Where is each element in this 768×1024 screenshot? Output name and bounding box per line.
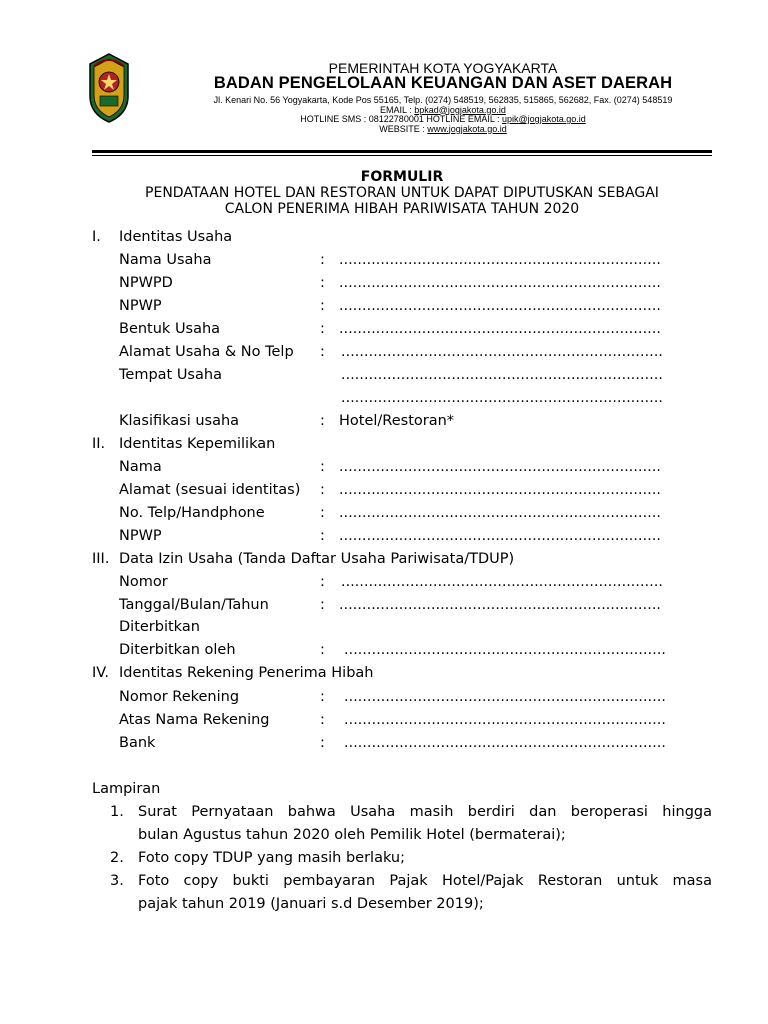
fill-line-diterbitkan-oleh[interactable]: ......................................................................: [344, 642, 667, 658]
header-address: Jl. Kenari No. 56 Yogyakarta, Kode Pos 55165, Telp. (0274) 548519, 562835, 515865, 562682, Fax. (0274) 548519: [213, 95, 673, 105]
form-subtitle-1: PENDATAAN HOTEL DAN RESTORAN UNTUK DAPAT DIPUTUSKAN SEBAGAI: [145, 185, 659, 201]
colon: :: [320, 597, 325, 613]
section-1-number: I.: [92, 229, 101, 245]
email-link[interactable]: bpkad@jogjakota.go.id: [414, 104, 506, 115]
label-nama: Nama: [119, 459, 162, 475]
section-4-number: IV.: [92, 665, 109, 681]
colon: :: [320, 689, 325, 705]
section-2-title: Identitas Kepemilikan: [119, 436, 276, 452]
label-atas-nama: Atas Nama Rekening: [119, 712, 270, 728]
colon: :: [320, 413, 325, 429]
fill-line-npwpd[interactable]: ......................................................................: [339, 275, 662, 291]
header-divider-thin: [92, 155, 712, 156]
colon: :: [320, 574, 325, 590]
fill-line-alamat-identitas[interactable]: ......................................................................: [339, 482, 662, 498]
klasifikasi-value: Hotel/Restoran*: [339, 413, 455, 429]
hotline-email-link[interactable]: upik@jogjakota.go.id: [502, 114, 586, 124]
lampiran-item-1-line-1: Surat Pernyataan bahwa Usaha masih berdiri dan beroperasi hingga: [138, 804, 712, 820]
fill-line-nama[interactable]: ......................................................................: [339, 459, 662, 475]
fill-line-tempat-usaha-2[interactable]: ......................................................................: [341, 390, 664, 406]
website-label: WEBSITE :: [379, 123, 428, 134]
fill-line-atas-nama[interactable]: ......................................................................: [344, 712, 667, 728]
colon: :: [320, 298, 325, 314]
fill-line-no-telp[interactable]: ......................................................................: [339, 505, 662, 521]
city-coat-of-arms-icon: [86, 52, 132, 124]
fill-line-nomor-rekening[interactable]: ......................................................................: [344, 689, 667, 705]
label-tanggal: Tanggal/Bulan/Tahun: [119, 597, 269, 613]
lampiran-item-3-line-2: pajak tahun 2019 (Januari s.d Desember 2019);: [138, 896, 484, 912]
lampiran-title: Lampiran: [92, 781, 161, 797]
colon: :: [320, 712, 325, 728]
fill-line-tanggal[interactable]: ......................................................................: [339, 597, 662, 613]
header-government: PEMERINTAH KOTA YOGYAKARTA: [328, 60, 558, 76]
colon: :: [320, 252, 325, 268]
label-npwp-owner: NPWP: [119, 528, 162, 544]
colon: :: [320, 528, 325, 544]
lampiran-item-3-line-1: Foto copy bukti pembayaran Pajak Hotel/Pajak Restoran untuk masa: [138, 873, 712, 889]
section-4-title: Identitas Rekening Penerima Hibah: [119, 665, 374, 681]
label-nomor: Nomor: [119, 574, 168, 590]
section-3-title: Data Izin Usaha (Tanda Daftar Usaha Pariwisata/TDUP): [119, 551, 515, 567]
label-bentuk-usaha: Bentuk Usaha: [119, 321, 221, 337]
lampiran-item-number: 3.: [110, 873, 124, 889]
colon: :: [320, 459, 325, 475]
colon: :: [320, 735, 325, 751]
colon: :: [320, 642, 325, 658]
section-3-number: III.: [92, 551, 110, 567]
email-label: EMAIL :: [380, 104, 415, 115]
fill-line-nomor[interactable]: ......................................................................: [341, 574, 664, 590]
header-agency: BADAN PENGELOLAAN KEUANGAN DAN ASET DAERAH: [213, 74, 673, 92]
colon: :: [320, 275, 325, 291]
colon: :: [320, 505, 325, 521]
lampiran-item-1-line-2: bulan Agustus tahun 2020 oleh Pemilik Hotel (bermaterai);: [138, 827, 566, 843]
fill-line-npwp[interactable]: ......................................................................: [339, 298, 662, 314]
section-2-number: II.: [92, 436, 106, 452]
form-subtitle-2: CALON PENERIMA HIBAH PARIWISATA TAHUN 2020: [224, 201, 580, 217]
header-email: [150, 105, 736, 115]
label-klasifikasi: Klasifikasi usaha: [119, 413, 240, 429]
label-diterbitkan-oleh: Diterbitkan oleh: [119, 642, 236, 658]
label-alamat-usaha: Alamat Usaha & No Telp: [119, 344, 294, 360]
label-nomor-rekening: Nomor Rekening: [119, 689, 240, 705]
lampiran-item-2-line-1: Foto copy TDUP yang masih berlaku;: [138, 850, 405, 866]
lampiran-item-number: 2.: [110, 850, 124, 866]
label-diterbitkan: Diterbitkan: [119, 619, 200, 635]
label-bank: Bank: [119, 735, 156, 751]
label-alamat-identitas: Alamat (sesuai identitas): [119, 482, 301, 498]
label-tempat-usaha: Tempat Usaha: [119, 367, 222, 383]
colon: :: [320, 344, 325, 360]
colon: :: [320, 482, 325, 498]
label-npwp: NPWP: [119, 298, 162, 314]
label-nama-usaha: Nama Usaha: [119, 252, 212, 268]
fill-line-tempat-usaha-1[interactable]: ......................................................................: [341, 367, 664, 383]
hotline-label: HOTLINE SMS : 08122780001 HOTLINE EMAIL :: [300, 114, 503, 124]
fill-line-alamat-usaha[interactable]: ......................................................................: [341, 344, 664, 360]
lampiran-item-number: 1.: [110, 804, 124, 820]
form-title: FORMULIR: [360, 169, 444, 185]
label-npwpd: NPWPD: [119, 275, 173, 291]
header-website: [150, 124, 736, 134]
fill-line-nama-usaha[interactable]: ......................................................................: [339, 252, 662, 268]
label-no-telp: No. Telp/Handphone: [119, 505, 265, 521]
fill-line-bentuk-usaha[interactable]: ......................................................................: [339, 321, 662, 337]
header-divider-thick: [92, 150, 712, 153]
colon: :: [320, 321, 325, 337]
fill-line-bank[interactable]: ......................................................................: [344, 735, 667, 751]
header-hotline: [150, 114, 736, 124]
section-1-title: Identitas Usaha: [119, 229, 233, 245]
website-link[interactable]: www.jogjakota.go.id: [427, 123, 507, 134]
fill-line-npwp-owner[interactable]: ......................................................................: [339, 528, 662, 544]
